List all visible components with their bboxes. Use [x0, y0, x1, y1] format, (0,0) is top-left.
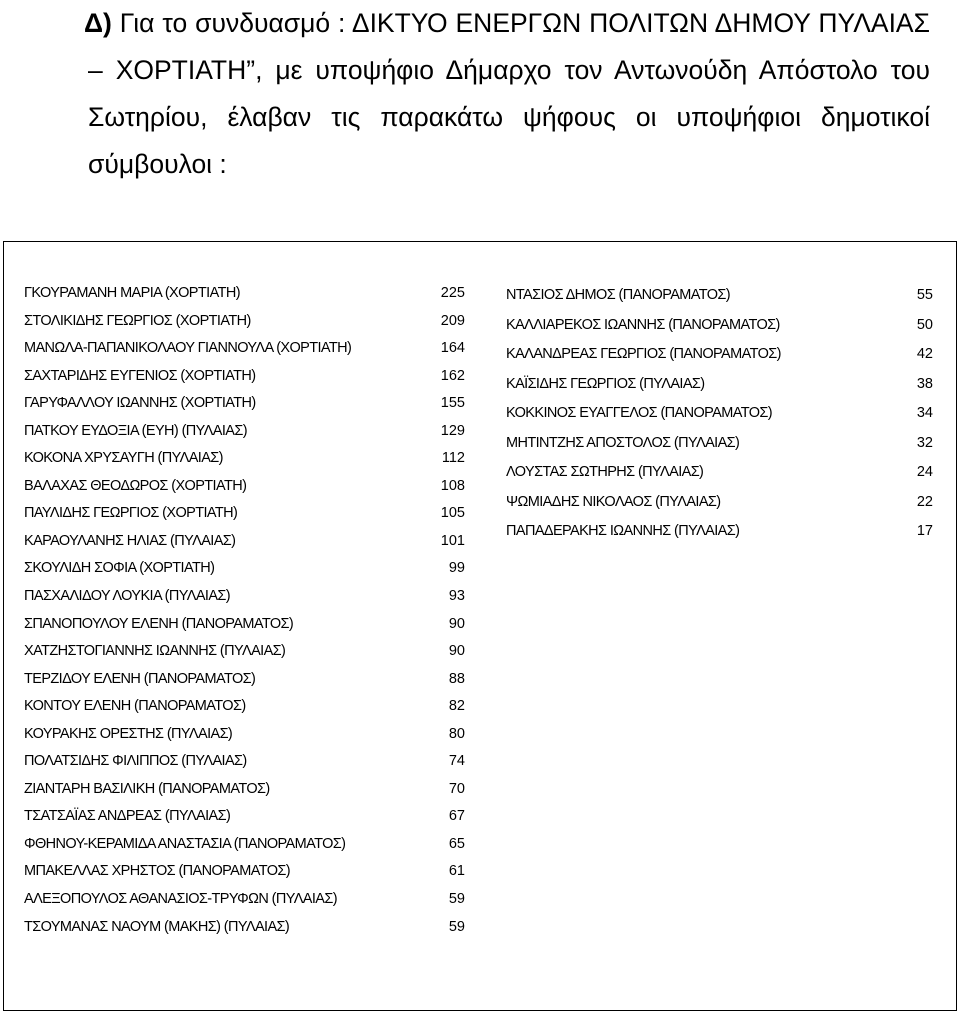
candidate-votes: 65	[448, 835, 465, 852]
candidate-votes: 50	[916, 316, 933, 333]
candidate-name: ΓΚΟΥΡΑΜΑΝΗ ΜΑΡΙΑ (ΧΟΡΤΙΑΤΗ)	[24, 285, 240, 301]
candidate-row	[506, 318, 933, 348]
candidate-row	[506, 347, 933, 377]
candidate-name: ΒΑΛΑΧΑΣ ΘΕΟΔΩΡΟΣ (ΧΟΡΤΙΑΤΗ)	[24, 477, 247, 494]
candidate-votes: 61	[448, 863, 465, 880]
candidate-row	[506, 406, 933, 436]
candidate-name: ΑΛΕΞΟΠΟΥΛΟΣ ΑΘΑΝΑΣΙΟΣ-ΤΡΥΦΩΝ (ΠΥΛΑΙΑΣ)	[24, 891, 337, 908]
candidate-name: ΠΑΥΛΙΔΗΣ ΓΕΩΡΓΙΟΣ (ΧΟΡΤΙΑΤΗ)	[24, 505, 238, 522]
candidate-row	[24, 837, 465, 865]
candidate-name: ΛΟΥΣΤΑΣ ΣΩΤΗΡΗΣ (ΠΥΛΑΙΑΣ)	[506, 464, 704, 480]
candidate-votes: 22	[916, 493, 933, 510]
candidate-row	[506, 524, 933, 554]
candidate-row	[24, 506, 465, 534]
section-label: Δ)	[84, 8, 112, 38]
candidate-votes: 209	[440, 312, 465, 329]
candidate-name: ΣΑΧΤΑΡΙΔΗΣ ΕΥΓΕΝΙΟΣ (ΧΟΡΤΙΑΤΗ)	[24, 367, 256, 384]
candidate-row	[24, 920, 465, 948]
candidate-row	[24, 754, 465, 782]
candidate-row	[506, 495, 933, 525]
candidate-votes: 59	[448, 918, 465, 935]
candidate-votes: 42	[916, 346, 933, 362]
candidate-votes: 80	[448, 725, 465, 742]
candidate-name: ΓΑΡΥΦΑΛΛΟΥ ΙΩΑΝΝΗΣ (ΧΟΡΤΙΑΤΗ)	[24, 395, 256, 412]
candidate-votes: 225	[440, 285, 465, 301]
candidate-votes: 105	[440, 505, 465, 522]
candidate-row	[24, 424, 465, 452]
candidate-row	[24, 699, 465, 727]
candidate-votes: 155	[440, 395, 465, 412]
candidate-votes: 70	[448, 780, 465, 797]
candidate-votes: 34	[916, 405, 933, 421]
section-intro-text: Για το συνδυασμό : ΔΙΚΤΥΟ ΕΝΕΡΓΩΝ ΠΟΛΙΤΩΝ ΔΗΜΟΥ ΠΥΛΑΙΑΣ – ΧΟΡΤΙΑΤΗ”, με υποψήφιο Δήμαρχο τον Αντωνούδη Απόστολο του Σωτηρίου, έλαβαν τις παρακάτω ψήφους οι υποψήφιοι δημοτικοί σύμβουλοι :	[88, 8, 930, 179]
candidate-name: ΣΤΟΛΙΚΙΔΗΣ ΓΕΩΡΓΙΟΣ (ΧΟΡΤΙΑΤΗ)	[24, 312, 251, 329]
candidate-row	[24, 864, 465, 892]
candidate-row	[24, 479, 465, 507]
candidate-name: ΚΑΪΣΙΔΗΣ ΓΕΩΡΓΙΟΣ (ΠΥΛΑΙΑΣ)	[506, 375, 705, 392]
candidate-name: ΠΑΣΧΑΛΙΔΟΥ ΛΟΥΚΙΑ (ΠΥΛΑΙΑΣ)	[24, 588, 231, 605]
candidate-name: ΣΠΑΝΟΠΟΥΛΟΥ ΕΛΕΝΗ (ΠΑΝΟΡΑΜΑΤΟΣ)	[24, 615, 294, 632]
candidate-votes: 55	[916, 287, 933, 303]
candidate-name: ΜΠΑΚΕΛΛΑΣ ΧΡΗΣΤΟΣ (ΠΑΝΟΡΑΜΑΤΟΣ)	[24, 863, 290, 880]
candidate-list-right	[506, 288, 933, 554]
candidate-votes: 90	[448, 615, 465, 632]
candidate-votes: 93	[448, 588, 465, 605]
candidate-name: ΦΘΗΝΟΥ-ΚΕΡΑΜΙΔΑ ΑΝΑΣΤΑΣΙΑ (ΠΑΝΟΡΑΜΑΤΟΣ)	[24, 835, 346, 852]
candidate-name: ΠΑΠΑΔΕΡΑΚΗΣ ΙΩΑΝΝΗΣ (ΠΥΛΑΙΑΣ)	[506, 523, 740, 539]
candidate-name: ΜΑΝΩΛΑ-ΠΑΠΑΝΙΚΟΛΑΟΥ ΓΙΑΝΝΟΥΛΑ (ΧΟΡΤΙΑΤΗ)	[24, 340, 352, 357]
candidate-name: ΤΣΟΥΜΑΝΑΣ ΝΑΟΥΜ (ΜΑΚΗΣ) (ΠΥΛΑΙΑΣ)	[24, 918, 290, 935]
candidate-votes-table	[3, 241, 957, 1011]
candidate-name: ΨΩΜΙΑΔΗΣ ΝΙΚΟΛΑΟΣ (ΠΥΛΑΙΑΣ)	[506, 493, 721, 510]
candidate-name: ΝΤΑΣΙΟΣ ΔΗΜΟΣ (ΠΑΝΟΡΑΜΑΤΟΣ)	[506, 287, 731, 303]
candidate-row	[24, 809, 465, 837]
candidate-votes: 129	[440, 422, 465, 439]
candidate-votes: 108	[440, 477, 465, 494]
candidate-votes: 164	[440, 340, 465, 357]
candidate-row	[24, 534, 465, 562]
candidate-name: ΚΟΚΟΝΑ ΧΡΥΣΑΥΓΗ (ΠΥΛΑΙΑΣ)	[24, 450, 223, 467]
candidate-votes: 88	[448, 670, 465, 687]
candidate-votes: 162	[440, 367, 465, 384]
candidate-name: ΠΟΛΑΤΣΙΔΗΣ ΦΙΛΙΠΠΟΣ (ΠΥΛΑΙΑΣ)	[24, 753, 247, 770]
candidate-votes: 90	[448, 643, 465, 660]
candidate-votes: 38	[916, 375, 933, 392]
candidate-row	[24, 589, 465, 617]
candidate-votes: 59	[448, 891, 465, 908]
candidate-votes: 24	[916, 464, 933, 480]
candidate-name: ΖΙΑΝΤΑΡΗ ΒΑΣΙΛΙΚΗ (ΠΑΝΟΡΑΜΑΤΟΣ)	[24, 780, 270, 797]
candidate-name: ΚΑΡΑΟΥΛΑΝΗΣ ΗΛΙΑΣ (ΠΥΛΑΙΑΣ)	[24, 532, 236, 549]
candidate-votes: 82	[448, 698, 465, 715]
candidate-name: ΣΚΟΥΛΙΔΗ ΣΟΦΙΑ (ΧΟΡΤΙΑΤΗ)	[24, 560, 215, 577]
candidate-name: ΚΑΛΑΝΔΡΕΑΣ ΓΕΩΡΓΙΟΣ (ΠΑΝΟΡΑΜΑΤΟΣ)	[506, 346, 781, 362]
candidate-row	[24, 617, 465, 645]
candidate-row	[24, 286, 465, 314]
candidate-name: ΚΟΥΡΑΚΗΣ ΟΡΕΣΤΗΣ (ΠΥΛΑΙΑΣ)	[24, 725, 233, 742]
candidate-name: ΚΟΝΤΟΥ ΕΛΕΝΗ (ΠΑΝΟΡΑΜΑΤΟΣ)	[24, 698, 246, 715]
candidate-name: ΚΑΛΛΙΑΡΕΚΟΣ ΙΩΑΝΝΗΣ (ΠΑΝΟΡΑΜΑΤΟΣ)	[506, 316, 780, 333]
candidate-row	[24, 892, 465, 920]
candidate-votes: 17	[916, 523, 933, 539]
candidate-list-left	[24, 286, 465, 947]
candidate-row	[24, 672, 465, 700]
candidate-votes: 112	[441, 450, 465, 467]
candidate-row	[24, 314, 465, 342]
candidate-votes: 32	[916, 434, 933, 451]
section-heading	[84, 0, 930, 188]
candidate-row	[24, 782, 465, 810]
candidate-row	[506, 377, 933, 407]
candidate-row	[24, 369, 465, 397]
candidate-row	[24, 341, 465, 369]
candidate-name: ΚΟΚΚΙΝΟΣ ΕΥΑΓΓΕΛΟΣ (ΠΑΝΟΡΑΜΑΤΟΣ)	[506, 405, 772, 421]
candidate-row	[506, 465, 933, 495]
candidate-row	[506, 436, 933, 466]
candidate-name: ΧΑΤΖΗΣΤΟΓΙΑΝΝΗΣ ΙΩΑΝΝΗΣ (ΠΥΛΑΙΑΣ)	[24, 643, 286, 660]
candidate-row	[24, 644, 465, 672]
candidate-name: ΜΗΤΙΝΤΖΗΣ ΑΠΟΣΤΟΛΟΣ (ΠΥΛΑΙΑΣ)	[506, 434, 740, 451]
candidate-row	[24, 396, 465, 424]
candidate-votes: 67	[448, 808, 465, 825]
candidate-votes: 74	[448, 753, 465, 770]
candidate-row	[24, 451, 465, 479]
candidate-name: ΤΕΡΖΙΔΟΥ ΕΛΕΝΗ (ΠΑΝΟΡΑΜΑΤΟΣ)	[24, 670, 256, 687]
candidate-row	[506, 288, 933, 318]
candidate-votes: 101	[440, 532, 465, 549]
candidate-row	[24, 727, 465, 755]
candidate-votes: 99	[448, 560, 465, 577]
candidate-row	[24, 561, 465, 589]
candidate-name: ΠΑΤΚΟΥ ΕΥΔΟΞΙΑ (ΕΥΗ) (ΠΥΛΑΙΑΣ)	[24, 422, 247, 439]
candidate-name: ΤΣΑΤΣΑΪΑΣ ΑΝΔΡΕΑΣ (ΠΥΛΑΙΑΣ)	[24, 808, 231, 825]
